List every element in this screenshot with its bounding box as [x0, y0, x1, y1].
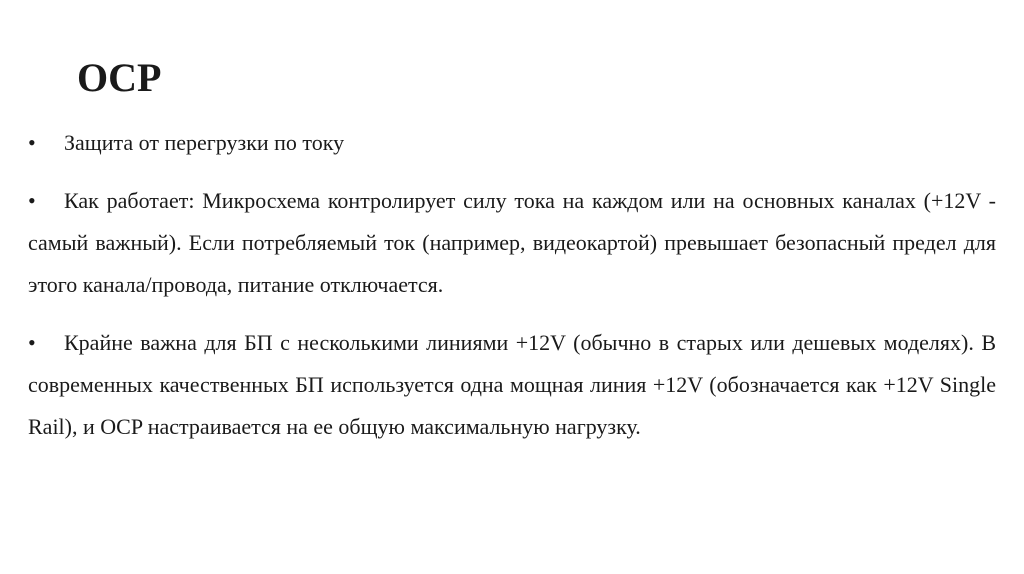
bullet-text: Крайне важна для БП с несколькими линиями +12V (обычно в старых или дешевых моделях). В современных качественных БП используется одна мощная линия +12V (обозначается как +12V Single Rail), и OCP настраивается на ее общую максимальную нагрузку. [28, 330, 996, 439]
slide-title: OCP [77, 55, 162, 100]
bullet-item-2 [28, 180, 996, 306]
bullet-text: Как работает: Микросхема контролирует силу тока на каждом или на основных каналах (+12V - самый важный). Если потребляемый ток (например, видеокартой) превышает безопасный предел для этого канала/провода, питание отключается. [28, 188, 996, 297]
bullet-icon: • [28, 330, 36, 355]
bullet-item-3 [28, 322, 996, 448]
bullet-text: Защита от перегрузки по току [64, 130, 345, 155]
bullet-list [28, 122, 996, 448]
bullet-icon: • [28, 130, 36, 155]
bullet-item-1 [28, 122, 996, 164]
bullet-icon: • [28, 188, 36, 213]
